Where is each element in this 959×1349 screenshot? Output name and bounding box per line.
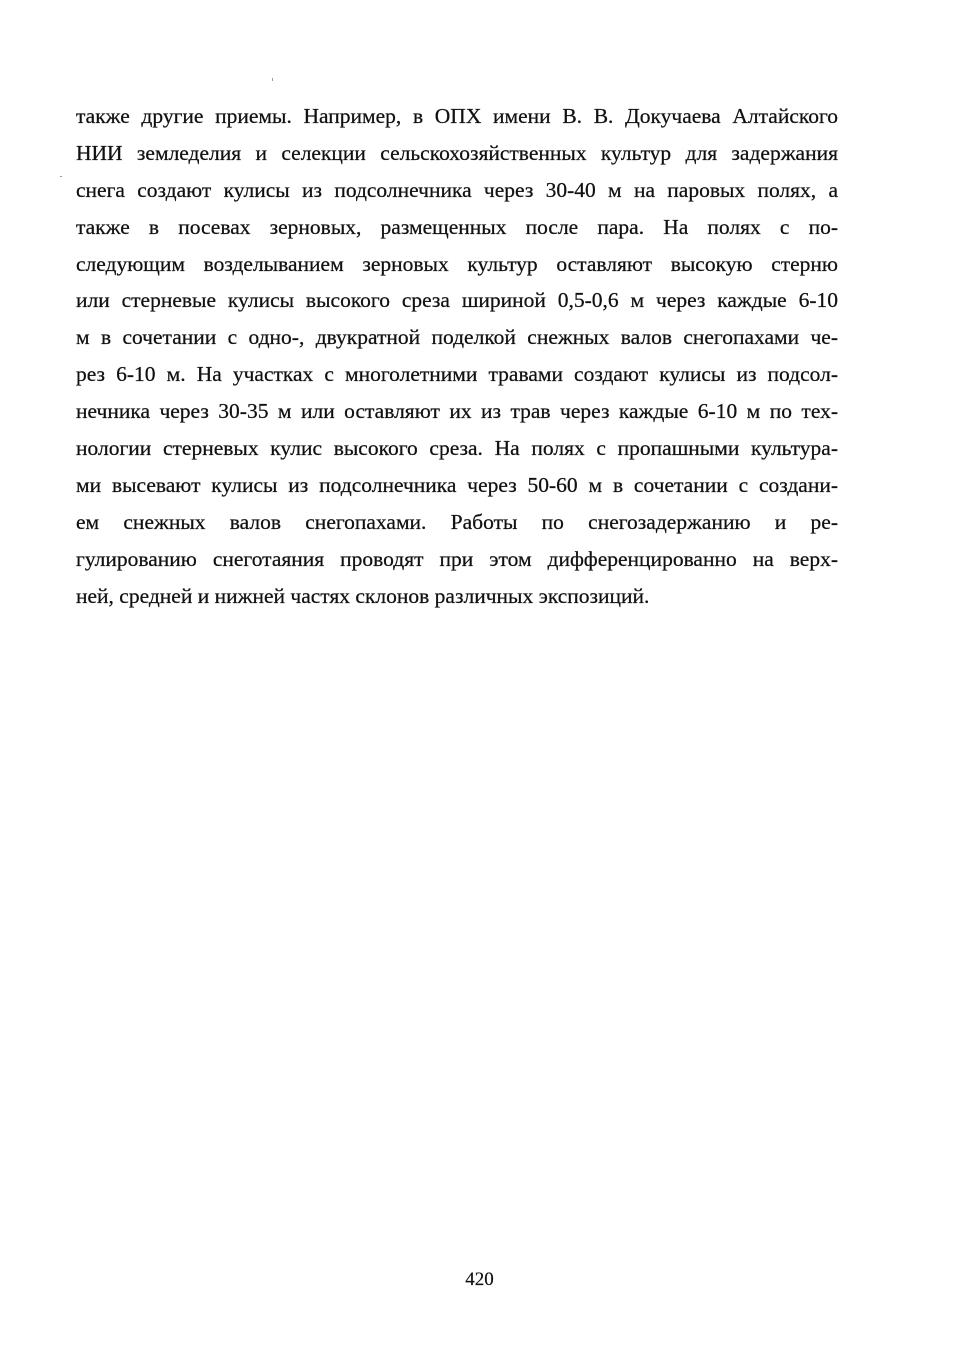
text-line: рез 6-10 м. На участках с многолетними травами создают кулисы из подсол- [76, 362, 838, 387]
text-line: м в сочетании с одно-, двукратной поделкой снежных валов снегопахами че- [76, 325, 838, 350]
text-line: или стерневые кулисы высокого среза шириной 0,5-0,6 м через каждые 6-10 [76, 288, 838, 313]
body-paragraph [76, 98, 838, 614]
text-line: нечника через 30-35 м или оставляют их из трав через каждые 6-10 м по тех- [76, 399, 838, 424]
text-line: снега создают кулисы из подсолнечника через 30-40 м на паровых полях, а [76, 177, 838, 202]
text-line: ем снежных валов снегопахами. Работы по снегозадержанию и ре- [76, 509, 838, 534]
text-line: НИИ земледелия и селекции сельскохозяйственных культур для задержания [76, 140, 838, 165]
page-number: 420 [465, 1269, 494, 1290]
text-line: гулированию снеготаяния проводят при этом дифференцированно на верх- [76, 546, 838, 571]
text-line: также другие приемы. Например, в ОПХ имени В. В. Докучаева Алтайского [76, 104, 838, 128]
text-line: следующим возделыванием зерновых культур оставляют высокую стерню [76, 251, 838, 276]
scan-speck [272, 78, 273, 81]
scan-speck [60, 176, 62, 177]
text-line: нологии стерневых кулис высокого среза. На полях с пропашными культура- [76, 436, 838, 461]
text-line: ми высевают кулисы из подсолнечника через 50-60 м в сочетании с создани- [76, 472, 838, 497]
text-line-last: ней, средней и нижней частях склонов различных экспозиций. [76, 583, 650, 608]
text-line: также в посевах зерновых, размещенных после пара. На полях с по- [76, 214, 838, 239]
